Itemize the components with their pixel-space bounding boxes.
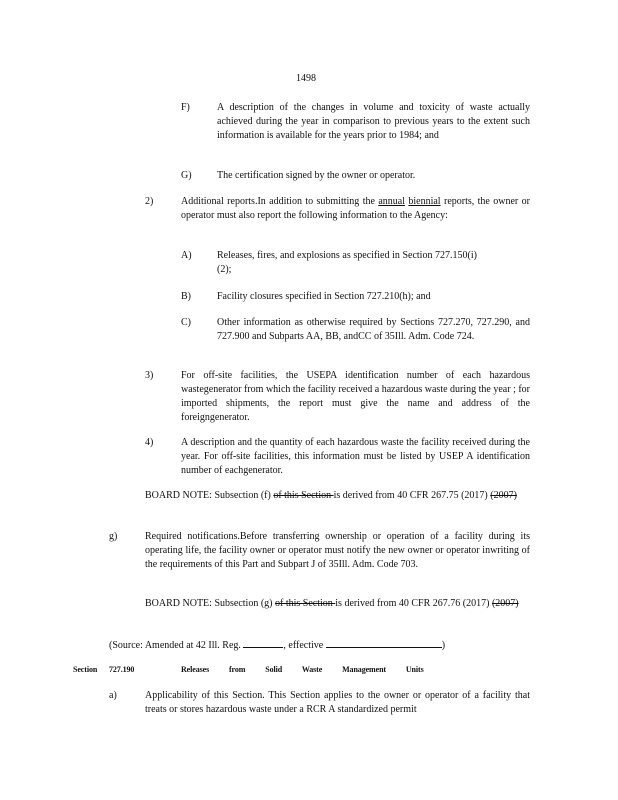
inserted-word: biennial bbox=[408, 196, 441, 207]
subsection-text-a: Applicability of this Section. This Section applies to the owner or operator of a facility that treats or stores hazardous waste under a RCR A standardized permit bbox=[145, 690, 530, 715]
blank-register-field bbox=[243, 637, 283, 648]
paragraph-label-3: 3) bbox=[145, 370, 154, 381]
item-text-b: Facility closures specified in Section 727.210(h); and bbox=[217, 291, 431, 302]
struck-text: (2007) bbox=[490, 490, 517, 501]
subsection-text-g: Required notifications.Before transferring ownership or operation of a facility during its operating life, the facility owner or operator must notify the new owner or operator inwriting of the requirements of this Part and Subpart J of 35Ill. Adm. Code 703. bbox=[145, 531, 530, 570]
paragraph-label-4: 4) bbox=[145, 437, 154, 448]
item-label-a: A) bbox=[181, 250, 192, 261]
item-label-f: F) bbox=[181, 102, 190, 113]
section-label: Section bbox=[73, 665, 98, 674]
source-line: (Source: Amended at 42 Ill. Reg. , effective ) bbox=[109, 637, 445, 653]
board-note-f: BOARD NOTE: Subsection (f) of this Section is derived from 40 CFR 267.75 (2017) (2007) bbox=[145, 490, 517, 501]
subsection-label-g: g) bbox=[109, 531, 118, 542]
paragraph-label-2: 2) bbox=[145, 196, 154, 207]
item-label-g: G) bbox=[181, 170, 192, 181]
struck-text: (2007) bbox=[491, 598, 519, 609]
board-note-g: BOARD NOTE: Subsection (g) of this Section is derived from 40 CFR 267.76 (2017) (2007) bbox=[145, 598, 519, 609]
page-number: 1498 bbox=[296, 73, 316, 84]
paragraph-text-3: For off-site facilities, the USEPA identification number of each hazardous wastegenerator from which the facility received a hazardous waste during the year ; for imported shipments, the report must give the name and address of the foreigngenerator. bbox=[181, 370, 531, 423]
item-text-a: Releases, fires, and explosions as specified in Section 727.150(i)(2); bbox=[217, 250, 477, 275]
item-label-b: B) bbox=[181, 291, 191, 302]
struck-text: of this Section bbox=[273, 490, 334, 501]
section-number: 727.190 bbox=[109, 665, 135, 674]
item-text-g: The certification signed by the owner or operator. bbox=[217, 170, 416, 181]
struck-text: of this Section bbox=[275, 598, 336, 609]
paragraph-text-4: A description and the quantity of each hazardous waste the facility received during the year. For off-site facilities, this information must be listed by USEP A identification number of eachgenerator. bbox=[181, 437, 530, 476]
blank-effective-date-field bbox=[326, 637, 442, 648]
subsection-label-a: a) bbox=[109, 690, 117, 701]
item-text-f: A description of the changes in volume and toxicity of waste actually achieved during the year in comparison to previous years to the extent such information is available for the years prior to 1984; and bbox=[217, 102, 530, 141]
inserted-word: annual bbox=[378, 196, 405, 207]
paragraph-text-2: Additional reports.In addition to submitting the annual biennial reports, the owner or operator must also report the following information to the Agency: bbox=[181, 196, 530, 221]
section-title: Releases from Solid Waste Management Units bbox=[181, 665, 424, 674]
item-label-c: C) bbox=[181, 317, 191, 328]
item-text-c: Other information as otherwise required by Sections 727.270, 727.290, and 727.900 and Subparts AA, BB, andCC of 35Ill. Adm. Code 724. bbox=[217, 317, 530, 342]
